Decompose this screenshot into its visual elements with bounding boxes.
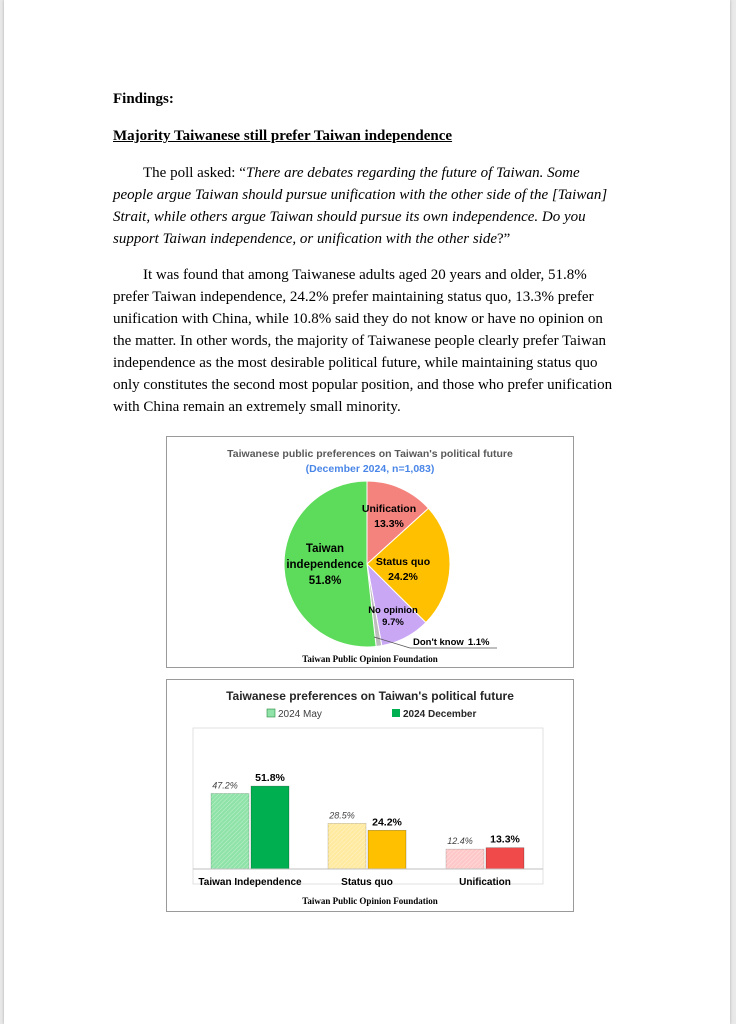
paragraph1-lead: The poll asked: “ [143,165,246,181]
bar-chart [167,680,573,911]
slice-value-status-quo: 24.2% [388,571,418,583]
bar-value-label: 51.8% [255,772,285,785]
category-label: Taiwan Independence [198,877,302,888]
pie-chart-title: Taiwanese public preferences on Taiwan's political future [227,448,513,460]
bar-value-label: 24.2% [372,816,402,829]
poll-question-paragraph [113,162,618,250]
bar-group [198,772,524,888]
pie-chart [167,437,573,667]
bar-chart-figure [166,679,574,912]
slice-label-status-quo: Status quo [375,556,431,568]
bar-value-label: 12.4% [447,836,473,847]
slice-label-independence-line1: Taiwan [305,543,345,555]
section-heading: Majority Taiwanese still prefer Taiwan independence [113,128,453,144]
bar-value-label: 28.5% [329,810,355,821]
bar-hatch [328,823,366,869]
pie-chart-figure [166,436,574,668]
slice-label-no-opinion: No opinion [368,605,418,616]
slice-value-independence: 51.8% [308,575,342,587]
bar-chart-title: Taiwanese preferences on Taiwan's political future [226,689,514,703]
legend-swatch-december [392,709,400,717]
poll-question-quote: There are debates regarding the future of Taiwan. Some people argue Taiwan should pursue unification with the other side of the [Taiwan] Strait, while others argue Taiwan should pursue its own independence. Do you support Taiwan independence, or unification with the other side [113,165,608,247]
document-page [4,0,730,1024]
legend-swatch-may [267,709,275,717]
bar-2024-december-status-quo [368,830,406,869]
category-label: Status quo [341,877,393,888]
bar-2024-december-taiwan-independence [251,786,289,869]
bar-chart-source: Taiwan Public Opinion Foundation [302,896,438,906]
pie-chart-source: Taiwan Public Opinion Foundation [302,654,438,664]
bar-value-label: 47.2% [212,780,238,791]
slice-label-dont-know: Don't know 1.1% [413,637,490,648]
slice-value-no-opinion: 9.7% [382,617,404,628]
slice-value-unification: 13.3% [374,518,404,530]
bar-hatch [446,849,484,869]
legend-label-december: 2024 December [403,709,477,720]
pie-chart-subtitle: (December 2024, n=1,083) [305,463,435,475]
slice-label-unification: Unification [361,503,417,515]
category-label: Unification [459,877,511,888]
bar-value-label: 13.3% [490,833,520,846]
findings-paragraph [113,264,618,418]
paragraph1-tail: ?” [497,231,511,247]
bar-hatch [211,793,249,869]
bar-2024-december-unification [486,848,524,869]
findings-paragraph-text: It was found that among Taiwanese adults aged 20 years and older, 51.8% prefer Taiwan independence, 24.2% prefer maintaining status quo, 13.3% prefer unification with China, while 10.8% said they do not know or have no opinion on the matter. In other words, the majority of Taiwanese people clearly prefer Taiwan independence as the most desirable political future, while maintaining status quo only constitutes the second most popular position, and those who prefer unification with China remain an extremely small minority. [113,267,613,415]
legend-label-may: 2024 May [278,709,322,720]
findings-heading: Findings: [113,91,174,107]
slice-label-independence-line2: independence [286,559,364,571]
